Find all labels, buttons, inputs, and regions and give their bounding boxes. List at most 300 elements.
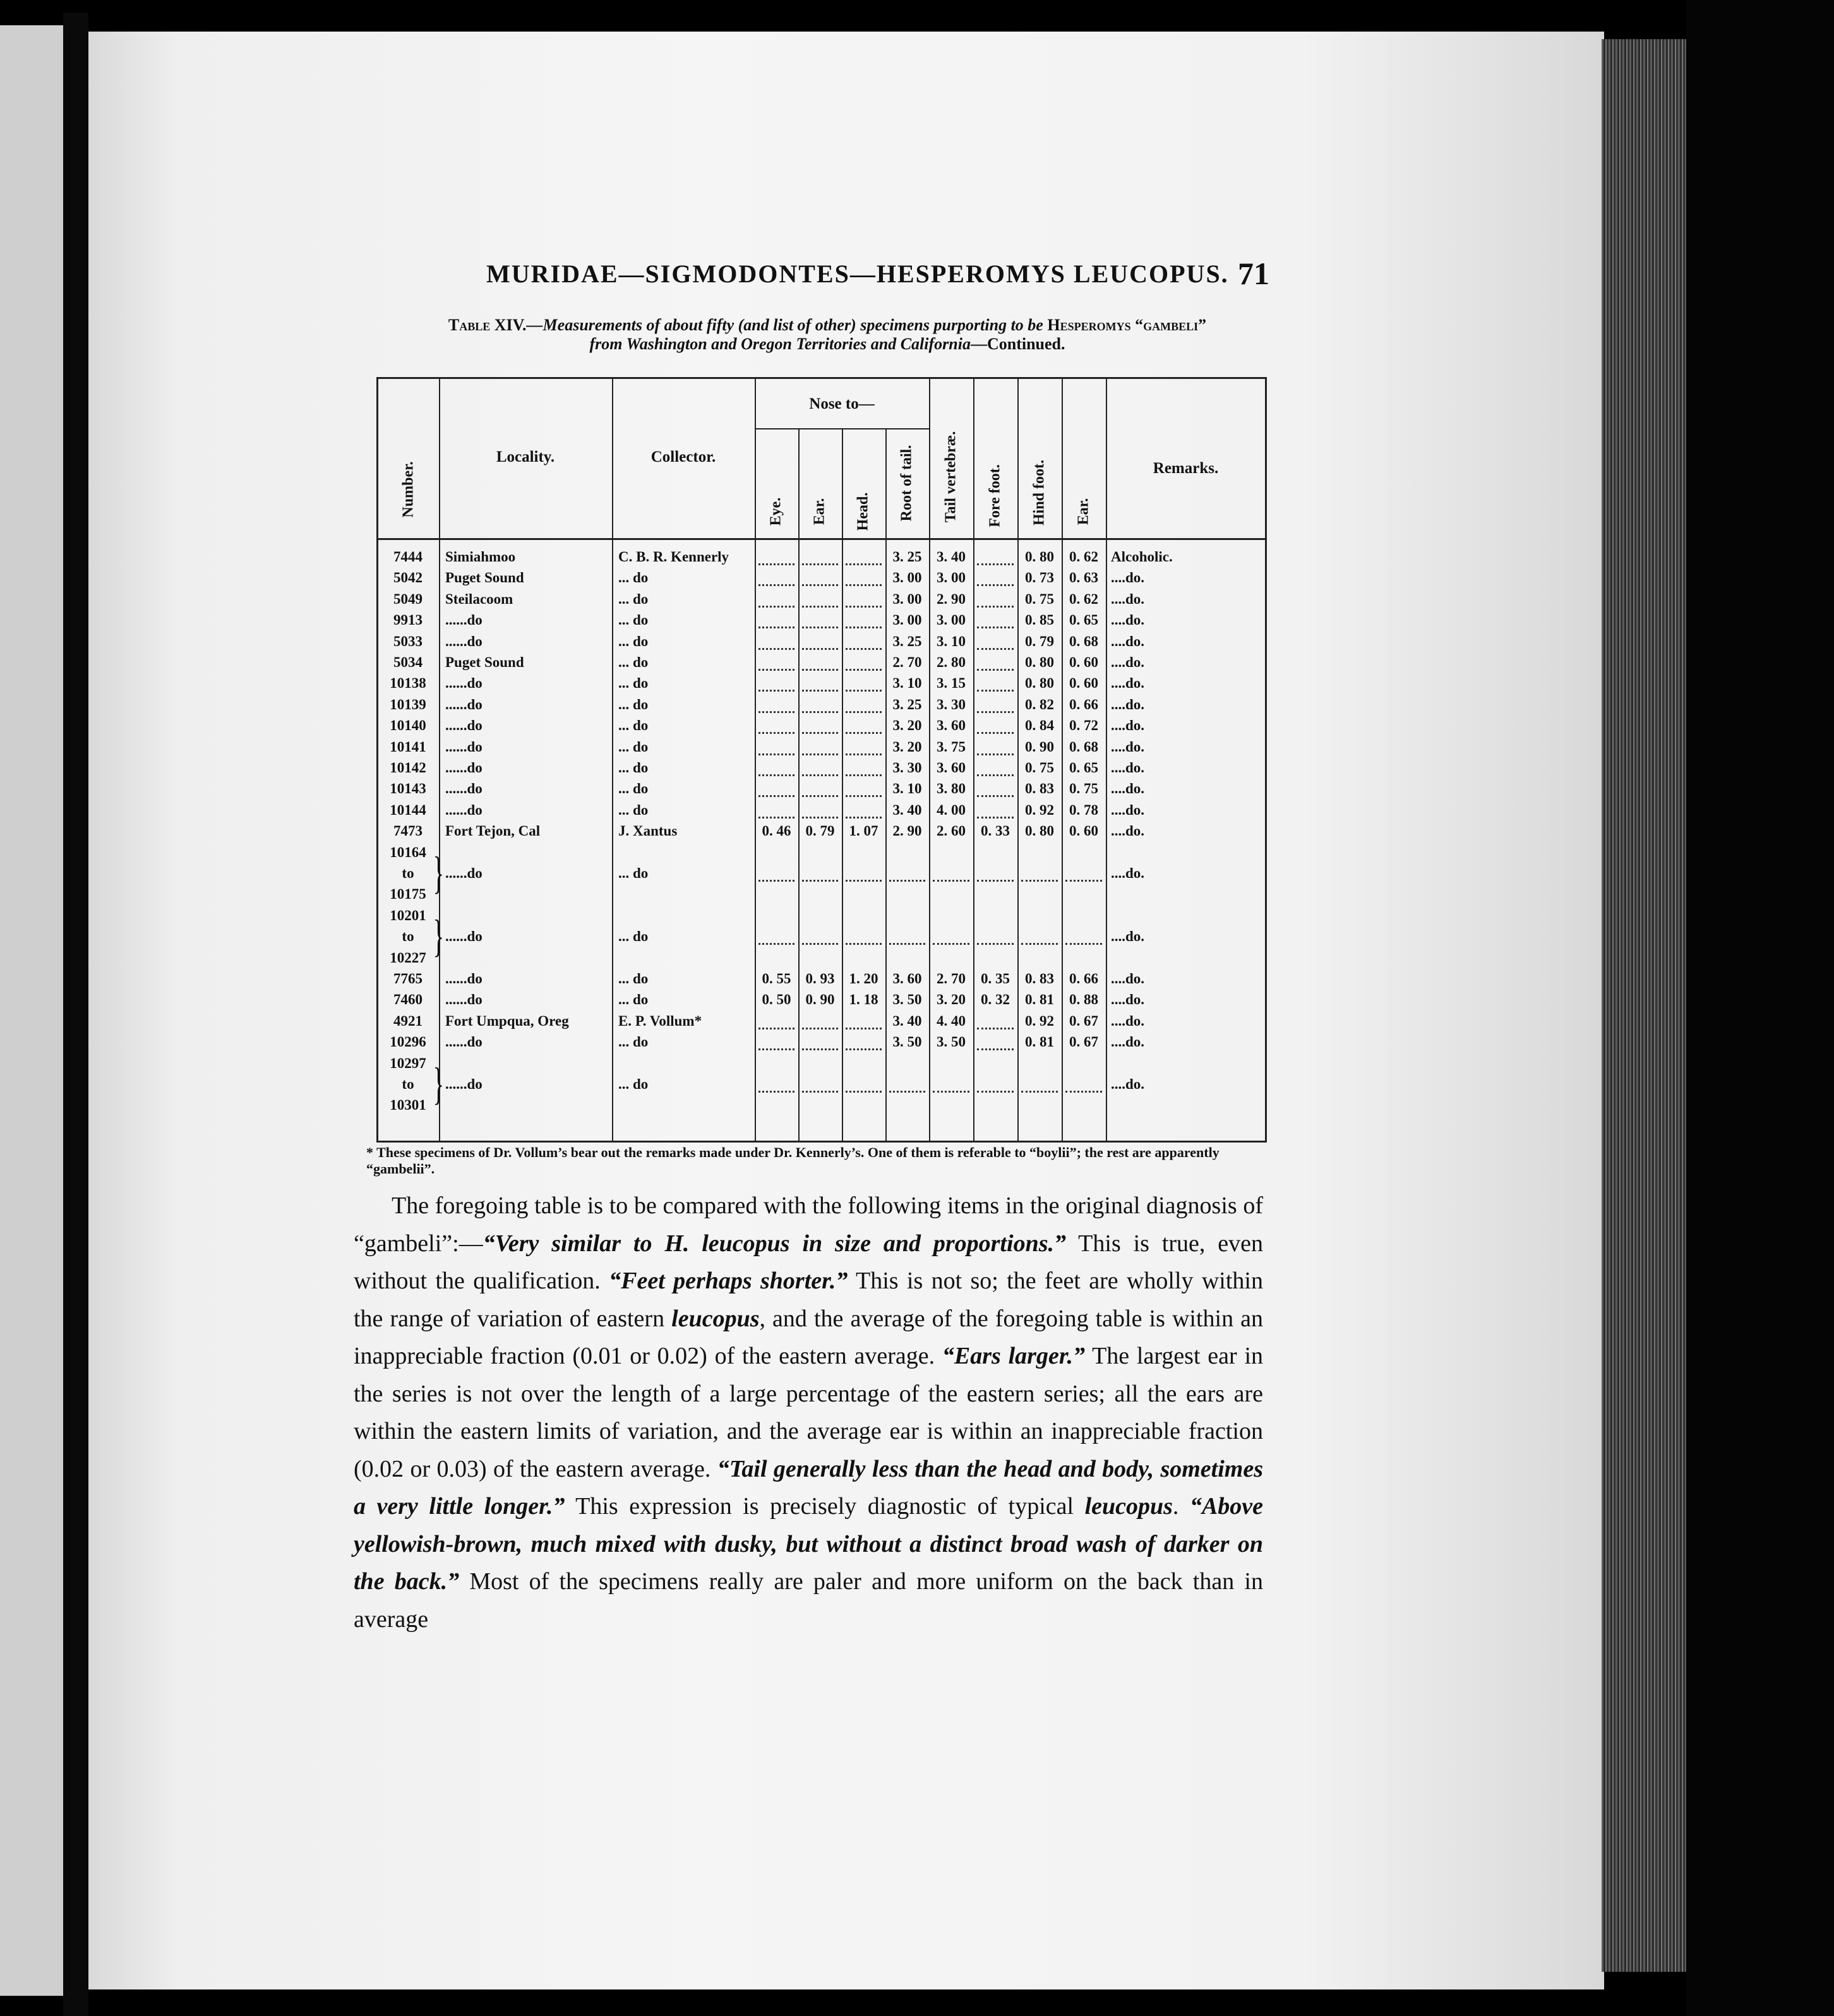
- leader-dots: [846, 584, 882, 586]
- ear2-value: 0. 68: [1069, 738, 1098, 755]
- root-value: 3. 40: [892, 1012, 922, 1029]
- leader-dots: [846, 817, 882, 819]
- tail-value: 3. 30: [937, 696, 966, 712]
- leader-dots: [846, 774, 882, 776]
- leader-dots: [802, 627, 838, 628]
- ear2-value: 0. 66: [1069, 971, 1098, 987]
- remarks-cell: ....do.: [1111, 570, 1145, 586]
- collector-cell: ... do: [618, 633, 649, 649]
- root-value: 3. 50: [892, 992, 922, 1008]
- collector-cell: C. B. R. Kennerly: [618, 549, 729, 565]
- header-nose-to: Nose to—: [809, 395, 875, 412]
- remarks-cell: ....do.: [1111, 591, 1145, 607]
- hind-value: 0. 80: [1025, 654, 1054, 670]
- tail-value: 3. 10: [937, 633, 966, 649]
- header-number: Number.: [400, 461, 417, 518]
- remarks-cell: ....do.: [1111, 654, 1145, 670]
- specimen-number: to: [402, 1076, 414, 1092]
- column-rule: [755, 379, 756, 1141]
- leader-dots: [977, 563, 1014, 565]
- collector-cell: ... do: [618, 570, 649, 586]
- ear2-value: 0. 65: [1069, 760, 1098, 776]
- locality-cell: ......do: [445, 1034, 482, 1050]
- leader-dots: [758, 584, 794, 586]
- fore-value: 0. 35: [981, 971, 1010, 987]
- leader-dots: [802, 711, 838, 713]
- header-tail-vertebrae: Tail vertebræ.: [942, 431, 959, 523]
- quote: “Tail generally less than the head and body, sometimes a very little longer.”: [354, 1455, 1263, 1520]
- leader-dots: [846, 943, 882, 945]
- leader-dots: [977, 1091, 1014, 1093]
- leader-dots: [802, 943, 838, 945]
- tail-value: 3. 00: [937, 612, 966, 628]
- root-value: 3. 25: [892, 633, 922, 649]
- locality-cell: Puget Sound: [445, 570, 524, 586]
- leader-dots: [758, 880, 794, 882]
- running-title: MURIDAE—SIGMODONTES—HESPEROMYS LEUCOPUS.: [486, 260, 1229, 288]
- hind-value: 0. 92: [1025, 1012, 1054, 1029]
- locality-cell: Simiahmoo: [445, 549, 516, 565]
- leader-dots: [802, 1048, 838, 1050]
- leader-dots: [758, 753, 794, 755]
- collector-cell: ... do: [618, 696, 649, 712]
- leader-dots: [977, 732, 1014, 734]
- leader-dots: [802, 1091, 838, 1093]
- tail-value: 3. 20: [937, 992, 966, 1008]
- specimen-number: 10144: [390, 801, 426, 818]
- fore-value: 0. 33: [981, 823, 1010, 839]
- locality-cell: ......do: [445, 865, 482, 881]
- ear2-value: 0. 62: [1069, 549, 1098, 565]
- caption-text-2: from Washington and Oregon Territories and California: [589, 335, 971, 353]
- collector-cell: ... do: [618, 801, 649, 818]
- leader-dots: [977, 774, 1014, 776]
- leader-dots: [1021, 943, 1058, 945]
- tail-value: 3. 80: [937, 781, 966, 797]
- leader-dots: [802, 584, 838, 586]
- leader-dots: [846, 1048, 882, 1050]
- leader-dots: [758, 711, 794, 713]
- root-value: 3. 25: [892, 696, 922, 712]
- brace: }: [433, 910, 444, 961]
- specimen-number: 5042: [393, 570, 423, 586]
- leader-dots: [758, 732, 794, 734]
- leader-dots: [977, 753, 1014, 755]
- leader-dots: [1021, 1091, 1058, 1093]
- leader-dots: [758, 1048, 794, 1050]
- leader-dots: [977, 690, 1014, 692]
- leader-dots: [933, 943, 969, 945]
- specimen-number: 10301: [390, 1097, 426, 1113]
- ear-value: 0. 93: [805, 971, 835, 987]
- leader-dots: [802, 795, 838, 797]
- specimen-number: 5033: [393, 633, 423, 649]
- body-text: This is not so; the feet are wholly within the range of variation of eastern: [354, 1268, 1263, 1332]
- locality-cell: ......do: [445, 696, 482, 712]
- specimen-number: 5034: [393, 654, 423, 670]
- specimen-number: to: [402, 865, 414, 881]
- specimen-number: 10142: [390, 760, 426, 776]
- ear2-value: 0. 67: [1069, 1034, 1098, 1050]
- leader-dots: [802, 563, 838, 565]
- locality-cell: ......do: [445, 717, 482, 734]
- ear2-value: 0. 88: [1069, 992, 1098, 1008]
- page-edges: [1602, 39, 1686, 1972]
- leader-dots: [846, 1091, 882, 1093]
- leader-dots: [933, 880, 969, 882]
- remarks-cell: ....do.: [1111, 992, 1145, 1008]
- remarks-cell: ....do.: [1111, 823, 1145, 839]
- tail-value: 3. 15: [937, 675, 966, 692]
- locality-cell: Puget Sound: [445, 654, 524, 670]
- column-rule: [612, 379, 613, 1141]
- measurements-table: [376, 377, 1267, 1143]
- facing-page-edge: [0, 25, 63, 1996]
- locality-cell: ......do: [445, 612, 482, 628]
- leader-dots: [758, 627, 794, 628]
- header-fore-foot: Fore foot.: [986, 464, 1004, 527]
- hind-value: 0. 90: [1025, 738, 1054, 755]
- leader-dots: [977, 1028, 1014, 1029]
- hind-value: 0. 73: [1025, 570, 1054, 586]
- locality-cell: ......do: [445, 928, 482, 945]
- specimen-number: 10296: [390, 1034, 426, 1050]
- leader-dots: [802, 690, 838, 692]
- collector-cell: ... do: [618, 928, 649, 945]
- ear2-value: 0. 72: [1069, 717, 1098, 734]
- collector-cell: ... do: [618, 971, 649, 987]
- quote: “Ears larger.”: [942, 1343, 1086, 1369]
- root-value: 3. 10: [892, 781, 922, 797]
- leader-dots: [977, 627, 1014, 628]
- leader-dots: [977, 795, 1014, 797]
- specimen-number: 10297: [390, 1055, 426, 1071]
- hind-value: 0. 84: [1025, 717, 1054, 734]
- scan-background: [1686, 0, 1834, 2016]
- specimen-number: 7473: [393, 823, 423, 839]
- leader-dots: [758, 648, 794, 650]
- remarks-cell: ....do.: [1111, 801, 1145, 818]
- ear2-value: 0. 68: [1069, 633, 1098, 649]
- leader-dots: [802, 753, 838, 755]
- leader-dots: [802, 774, 838, 776]
- locality-cell: ......do: [445, 1076, 482, 1092]
- locality-cell: ......do: [445, 760, 482, 776]
- header-remarks: Remarks.: [1153, 460, 1219, 477]
- eye-value: 0. 46: [762, 823, 791, 839]
- remarks-cell: ....do.: [1111, 1034, 1145, 1050]
- locality-cell: Fort Umpqua, Oreg: [445, 1012, 569, 1029]
- locality-cell: ......do: [445, 675, 482, 692]
- locality-cell: ......do: [445, 801, 482, 818]
- leader-dots: [977, 669, 1014, 671]
- remarks-cell: ....do.: [1111, 760, 1145, 776]
- leader-dots: [846, 711, 882, 713]
- leader-dots: [1065, 1091, 1102, 1093]
- locality-cell: ......do: [445, 738, 482, 755]
- specimen-number: 4921: [393, 1012, 423, 1029]
- page-header: [486, 256, 1276, 297]
- leader-dots: [802, 648, 838, 650]
- collector-cell: ... do: [618, 865, 649, 881]
- locality-cell: ......do: [445, 633, 482, 649]
- table-label: Table XIV.: [448, 316, 527, 334]
- body-text: The largest ear in the series is not over the length of a large percentage of the eastern series; all the ears are within the eastern limits of variation, and the average ear is within an inappreciable fraction (0.02 or 0.03) of the eastern average.: [354, 1343, 1263, 1482]
- specimen-number: 7460: [393, 992, 423, 1008]
- column-rule: [1106, 379, 1107, 1141]
- head-value: 1. 07: [849, 823, 878, 839]
- column-rule: [798, 428, 800, 1141]
- collector-cell: ... do: [618, 738, 649, 755]
- body-text: Most of the specimens really are paler and more uniform on the back than in average: [354, 1568, 1263, 1633]
- leader-dots: [802, 1028, 838, 1029]
- remarks-cell: ....do.: [1111, 696, 1145, 712]
- leader-dots: [977, 1048, 1014, 1050]
- specimen-number: 7765: [393, 971, 423, 987]
- remarks-cell: ....do.: [1111, 717, 1145, 734]
- leader-dots: [758, 1091, 794, 1093]
- table-caption: [379, 316, 1276, 354]
- body-text: .: [1172, 1493, 1190, 1520]
- hind-value: 0. 85: [1025, 612, 1054, 628]
- specimen-number: 10143: [390, 781, 426, 797]
- hind-value: 0. 75: [1025, 760, 1054, 776]
- leader-dots: [758, 669, 794, 671]
- hind-value: 0. 83: [1025, 971, 1054, 987]
- column-rule: [973, 379, 974, 1141]
- tail-value: 2. 70: [937, 971, 966, 987]
- leader-dots: [977, 880, 1014, 882]
- remarks-cell: ....do.: [1111, 865, 1145, 881]
- book-gutter: [63, 13, 88, 2016]
- head-value: 1. 18: [849, 992, 878, 1008]
- tail-value: 3. 60: [937, 760, 966, 776]
- leader-dots: [846, 795, 882, 797]
- specimen-number: 10175: [390, 886, 426, 903]
- head-value: 1. 20: [849, 971, 878, 987]
- remarks-cell: ....do.: [1111, 1076, 1145, 1092]
- root-value: 3. 20: [892, 717, 922, 734]
- leader-dots: [802, 880, 838, 882]
- hind-value: 0. 82: [1025, 696, 1054, 712]
- leader-dots: [758, 563, 794, 565]
- remarks-cell: Alcoholic.: [1111, 549, 1173, 565]
- ear2-value: 0. 78: [1069, 801, 1098, 818]
- collector-cell: ... do: [618, 1034, 649, 1050]
- ear2-value: 0. 60: [1069, 675, 1098, 692]
- tail-value: 2. 90: [937, 591, 966, 607]
- header-head: Head.: [854, 492, 872, 531]
- root-value: 3. 10: [892, 675, 922, 692]
- quote: “Feet perhaps shorter.”: [609, 1268, 848, 1294]
- hind-value: 0. 81: [1025, 992, 1054, 1008]
- specimen-number: 9913: [393, 612, 423, 628]
- specimen-number: 10138: [390, 675, 426, 692]
- hind-value: 0. 75: [1025, 591, 1054, 607]
- eye-value: 0. 55: [762, 971, 791, 987]
- header-rule: [378, 538, 1266, 540]
- leader-dots: [977, 943, 1014, 945]
- ear2-value: 0. 60: [1069, 654, 1098, 670]
- leader-dots: [758, 943, 794, 945]
- body-text: This is true, even without the qualification.: [354, 1230, 1263, 1294]
- quote: “Very similar to H. leucopus in size and proportions.”: [482, 1230, 1066, 1257]
- hind-value: 0. 80: [1025, 823, 1054, 839]
- ear2-value: 0. 60: [1069, 823, 1098, 839]
- caption-species: Hesperomys “gambeli”: [1047, 316, 1207, 334]
- root-value: 3. 25: [892, 549, 922, 565]
- specimen-number: to: [402, 928, 414, 945]
- root-value: 3. 50: [892, 1034, 922, 1050]
- root-value: 3. 40: [892, 801, 922, 818]
- leader-dots: [846, 669, 882, 671]
- remarks-cell: ....do.: [1111, 928, 1145, 945]
- header-collector: Collector.: [650, 448, 716, 465]
- eye-value: 0. 50: [762, 992, 791, 1008]
- leader-dots: [1065, 880, 1102, 882]
- leader-dots: [889, 943, 925, 945]
- leader-dots: [846, 563, 882, 565]
- collector-cell: E. P. Vollum*: [618, 1012, 702, 1029]
- remarks-cell: ....do.: [1111, 612, 1145, 628]
- leader-dots: [758, 606, 794, 608]
- collector-cell: ... do: [618, 992, 649, 1008]
- collector-cell: ... do: [618, 654, 649, 670]
- header-locality: Locality.: [496, 448, 555, 465]
- body-text: , and the average of the foregoing table is within an inappreciable fraction (0.01 or 0.02) of the eastern average.: [354, 1305, 1263, 1369]
- leader-dots: [933, 1091, 969, 1093]
- locality-cell: Steilacoom: [445, 591, 513, 607]
- hind-value: 0. 80: [1025, 549, 1054, 565]
- collector-cell: ... do: [618, 1076, 649, 1092]
- leader-dots: [846, 627, 882, 628]
- specimen-number: 10201: [390, 907, 426, 923]
- body-paragraph: [354, 1187, 1263, 1638]
- leader-dots: [802, 817, 838, 819]
- leader-dots: [846, 880, 882, 882]
- header-ear-2: Ear.: [1075, 498, 1092, 525]
- root-value: 3. 30: [892, 760, 922, 776]
- leader-dots: [758, 1028, 794, 1029]
- root-value: 3. 00: [892, 570, 922, 586]
- leader-dots: [846, 732, 882, 734]
- specimen-number: 5049: [393, 591, 423, 607]
- species-word: leucopus: [1084, 1493, 1173, 1520]
- tail-value: 3. 00: [937, 570, 966, 586]
- root-value: 2. 70: [892, 654, 922, 670]
- leader-dots: [758, 795, 794, 797]
- header-hind-foot: Hind foot.: [1031, 459, 1048, 526]
- leader-dots: [802, 669, 838, 671]
- collector-cell: ... do: [618, 591, 649, 607]
- root-value: 3. 20: [892, 738, 922, 755]
- leader-dots: [758, 817, 794, 819]
- remarks-cell: ....do.: [1111, 633, 1145, 649]
- remarks-cell: ....do.: [1111, 738, 1145, 755]
- ear2-value: 0. 65: [1069, 612, 1098, 628]
- collector-cell: ... do: [618, 760, 649, 776]
- locality-cell: Fort Tejon, Cal: [445, 823, 541, 839]
- ear2-value: 0. 75: [1069, 781, 1098, 797]
- locality-cell: ......do: [445, 971, 482, 987]
- body-text: This expression is precisely diagnostic of typical: [565, 1493, 1085, 1520]
- ear-value: 0. 90: [805, 992, 835, 1008]
- specimen-number: 10141: [390, 738, 426, 755]
- page-number: 71: [1238, 256, 1269, 291]
- collector-cell: ... do: [618, 717, 649, 734]
- leader-dots: [977, 606, 1014, 608]
- brace: }: [433, 847, 444, 898]
- remarks-cell: ....do.: [1111, 971, 1145, 987]
- root-value: 2. 90: [892, 823, 922, 839]
- root-value: 3. 00: [892, 612, 922, 628]
- leader-dots: [846, 606, 882, 608]
- remarks-cell: ....do.: [1111, 1012, 1145, 1029]
- ear-value: 0. 79: [805, 823, 835, 839]
- leader-dots: [977, 711, 1014, 713]
- caption-text-1: —Measurements of about fifty (and list of other) specimens purporting to be: [526, 316, 1043, 334]
- hind-value: 0. 80: [1025, 675, 1054, 692]
- specimen-number: 10139: [390, 696, 426, 712]
- caption-continued: —Continued.: [970, 335, 1065, 353]
- leader-dots: [758, 690, 794, 692]
- leader-dots: [977, 648, 1014, 650]
- remarks-cell: ....do.: [1111, 781, 1145, 797]
- remarks-cell: ....do.: [1111, 675, 1145, 692]
- header-rule: [755, 428, 929, 429]
- hind-value: 0. 83: [1025, 781, 1054, 797]
- collector-cell: ... do: [618, 781, 649, 797]
- ear2-value: 0. 67: [1069, 1012, 1098, 1029]
- brace: }: [433, 1058, 444, 1109]
- leader-dots: [977, 584, 1014, 586]
- tail-value: 3. 40: [937, 549, 966, 565]
- tail-value: 4. 00: [937, 801, 966, 818]
- leader-dots: [846, 753, 882, 755]
- header-ear: Ear.: [811, 498, 828, 525]
- collector-cell: J. Xantus: [618, 823, 678, 839]
- leader-dots: [846, 648, 882, 650]
- header-eye: Eye.: [767, 497, 784, 526]
- hind-value: 0. 92: [1025, 801, 1054, 818]
- leader-dots: [846, 1028, 882, 1029]
- specimen-number: 10164: [390, 844, 426, 860]
- leader-dots: [1065, 943, 1102, 945]
- locality-cell: ......do: [445, 781, 482, 797]
- specimen-number: 10227: [390, 949, 426, 966]
- collector-cell: ... do: [618, 675, 649, 692]
- leader-dots: [889, 1091, 925, 1093]
- specimen-number: 7444: [393, 549, 423, 565]
- leader-dots: [889, 880, 925, 882]
- leader-dots: [802, 606, 838, 608]
- quote: “Above yellowish-brown, much mixed with dusky, but without a distinct broad wash of darker on the back.”: [354, 1493, 1264, 1595]
- tail-value: 2. 80: [937, 654, 966, 670]
- tail-value: 2. 60: [937, 823, 966, 839]
- table-footnote: * These specimens of Dr. Vollum’s bear out the remarks made under Dr. Kennerly’s. One of them is referable to “boylii”; the rest are apparently “gambelii”.: [366, 1144, 1220, 1177]
- specimen-number: 10140: [390, 717, 426, 734]
- fore-value: 0. 32: [981, 992, 1010, 1008]
- locality-cell: ......do: [445, 992, 482, 1008]
- column-rule: [842, 428, 843, 1141]
- body-text: The foregoing table is to be compared with the following items in the original diagnosis of “gambeli”:—: [354, 1192, 1263, 1257]
- tail-value: 3. 50: [937, 1034, 966, 1050]
- leader-dots: [977, 817, 1014, 819]
- column-rule: [439, 379, 440, 1141]
- root-value: 3. 00: [892, 591, 922, 607]
- species-word: leucopus: [671, 1305, 760, 1332]
- leader-dots: [802, 732, 838, 734]
